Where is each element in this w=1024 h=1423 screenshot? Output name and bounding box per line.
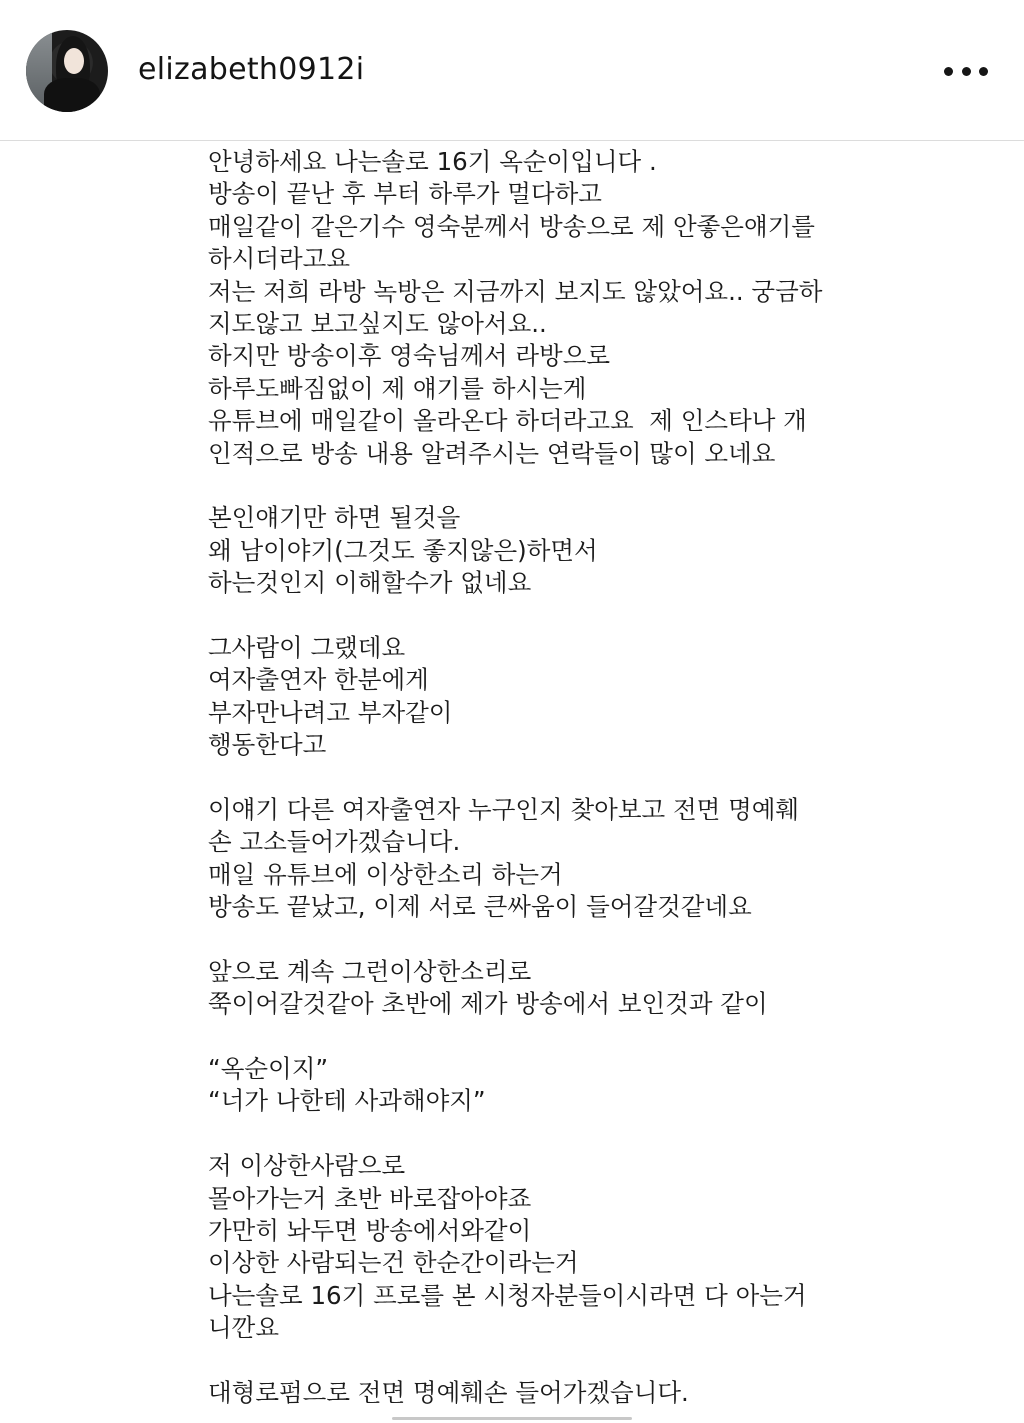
avatar-body bbox=[44, 78, 100, 112]
post-line: 이얘기 다른 여자출연자 누구인지 찾아보고 전면 명예훼 bbox=[208, 794, 800, 824]
post-line: 이상한 사람되는건 한순간이라는거 bbox=[208, 1248, 579, 1278]
post-line bbox=[208, 761, 848, 793]
post-line: 하루도빠짐없이 제 얘기를 하시는게 bbox=[208, 373, 587, 403]
post-line: “옥순이지” bbox=[208, 1053, 329, 1083]
post-line bbox=[208, 599, 848, 631]
post-line: 저 이상한사람으로 bbox=[208, 1151, 406, 1181]
post-line: 하지만 방송이후 영숙님께서 라방으로 bbox=[208, 341, 611, 371]
more-options-icon[interactable] bbox=[944, 64, 988, 78]
post-text bbox=[208, 146, 848, 1409]
post-line bbox=[208, 470, 848, 502]
post-line: 하는것인지 이해할수가 없네요 bbox=[208, 568, 532, 598]
post-line: 그사람이 그랬데요 bbox=[208, 632, 406, 662]
post-line: 저는 저희 라방 녹방은 지금까지 보지도 않았어요.. 궁금하 bbox=[208, 276, 823, 306]
avatar-face bbox=[64, 48, 84, 74]
post-line: 안녕하세요 나는솔로 16기 옥순이입니다 . bbox=[208, 147, 657, 176]
post-line: 인적으로 방송 내용 알려주시는 연락들이 많이 오네요 bbox=[208, 438, 776, 468]
post-line: 매일같이 같은기수 영숙분께서 방송으로 제 안좋은얘기를 bbox=[208, 211, 815, 241]
post-line: 방송도 끝났고, 이제 서로 큰싸움이 들어갈것같네요 bbox=[208, 891, 752, 921]
post-line: 대형로펌으로 전면 명예훼손 들어가겠습니다. bbox=[208, 1377, 689, 1407]
post-line: 왜 남이야기(그것도 좋지않은)하면서 bbox=[208, 535, 598, 565]
post-line: 쭉이어갈것같아 초반에 제가 방송에서 보인것과 같이 bbox=[208, 989, 768, 1019]
post-line: 손 고소들어가겠습니다. bbox=[208, 827, 461, 857]
post-line bbox=[208, 1021, 848, 1053]
post-line: 부자만나려고 부자같이 bbox=[208, 697, 453, 727]
post-line: 본인얘기만 하면 될것을 bbox=[208, 503, 461, 533]
post-line bbox=[208, 1344, 848, 1376]
post-line: 나는솔로 16기 프로를 본 시청자분들이시라면 다 아는거 bbox=[208, 1280, 807, 1310]
profile-avatar[interactable] bbox=[26, 30, 108, 112]
dot bbox=[944, 67, 953, 76]
post-line: 하시더라고요 bbox=[208, 244, 351, 274]
post-line: 방송이 끝난 후 부터 하루가 멀다하고 bbox=[208, 179, 602, 209]
post-line: 니깐요 bbox=[208, 1313, 280, 1343]
post-line: 지도않고 보고싶지도 않아서요.. bbox=[208, 308, 547, 338]
post-line: 몰아가는거 초반 바로잡아야죠 bbox=[208, 1183, 532, 1213]
post-line: 매일 유튜브에 이상한소리 하는거 bbox=[208, 859, 563, 889]
dot bbox=[962, 67, 971, 76]
post-line: “너가 나한테 사과해야지” bbox=[208, 1086, 486, 1116]
scroll-indicator bbox=[392, 1417, 632, 1420]
post-line: 행동한다고 bbox=[208, 730, 327, 760]
post-line: 유튜브에 매일같이 올라온다 하더라고요 제 인스타나 개 bbox=[208, 406, 807, 436]
post-line bbox=[208, 923, 848, 955]
post-line: 여자출연자 한분에게 bbox=[208, 665, 429, 695]
dot bbox=[979, 67, 988, 76]
post-header bbox=[0, 0, 1024, 141]
post-line: 가만히 놔두면 방송에서와같이 bbox=[208, 1215, 532, 1245]
post-line: 앞으로 계속 그런이상한소리로 bbox=[208, 956, 532, 986]
username-link[interactable]: elizabeth0912i bbox=[138, 52, 365, 87]
post-line bbox=[208, 1118, 848, 1150]
